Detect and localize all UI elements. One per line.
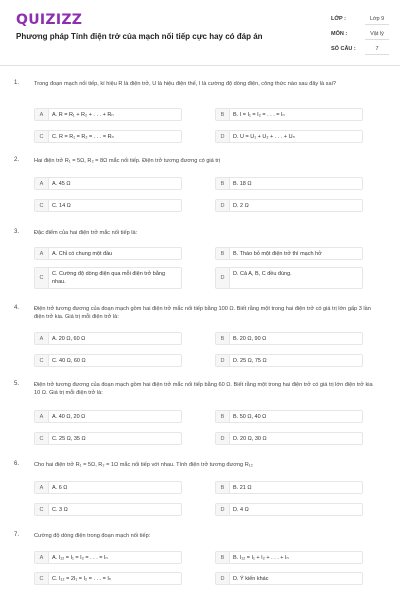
option-d[interactable] bbox=[215, 199, 363, 212]
option-c[interactable] bbox=[34, 267, 182, 289]
option-letter: B bbox=[216, 482, 230, 493]
option-text: D. 2 Ω bbox=[233, 203, 249, 209]
option-d[interactable] bbox=[215, 267, 363, 289]
option-letter: C bbox=[35, 355, 49, 366]
option-letter: A bbox=[35, 333, 49, 344]
meta-row-subject bbox=[331, 29, 391, 44]
option-letter: B bbox=[216, 333, 230, 344]
option-letter: C bbox=[35, 131, 49, 142]
question-number: 6. bbox=[14, 461, 20, 467]
option-letter: D bbox=[216, 433, 230, 444]
option-letter: A bbox=[35, 552, 49, 563]
option-letter: B bbox=[216, 411, 230, 422]
option-letter: C bbox=[35, 200, 49, 211]
option-letter: C bbox=[35, 268, 49, 288]
option-d[interactable] bbox=[215, 572, 363, 585]
option-letter: A bbox=[35, 482, 49, 493]
option-text: B. 21 Ω bbox=[233, 485, 252, 491]
option-a[interactable] bbox=[34, 551, 182, 564]
option-letter: C bbox=[35, 573, 49, 584]
option-text: D. U = U₁ + U₂ + . . . + Uₙ bbox=[233, 134, 295, 140]
option-text: A. I₁₂ = I₁ = I₂ = . . . = Iₙ bbox=[52, 555, 108, 561]
option-a[interactable] bbox=[34, 247, 182, 260]
option-letter: D bbox=[216, 200, 230, 211]
option-b[interactable] bbox=[215, 247, 363, 260]
meta-row-class bbox=[331, 14, 391, 29]
option-text: B. Tháo bỏ một điện trở thì mạch hở bbox=[233, 251, 322, 257]
option-text: B. I = I₁ = I₂ = . . . = Iₙ bbox=[233, 112, 285, 118]
option-b[interactable] bbox=[215, 332, 363, 345]
meta-label: SỐ CÂU : bbox=[331, 46, 356, 52]
option-text: D. Cả A, B, C đều đúng. bbox=[233, 271, 292, 277]
option-letter: D bbox=[216, 355, 230, 366]
question-number: 2. bbox=[14, 157, 20, 163]
option-c[interactable] bbox=[34, 199, 182, 212]
meta-value-subject: Vật lý bbox=[365, 29, 389, 40]
option-text: B. 50 Ω, 40 Ω bbox=[233, 414, 267, 420]
option-letter: C bbox=[35, 504, 49, 515]
option-text: A. 6 Ω bbox=[52, 485, 68, 491]
option-text: A. Chỉ có chung một đầu bbox=[52, 251, 113, 257]
meta-value-count: 7 bbox=[365, 44, 389, 55]
question-number: 1. bbox=[14, 80, 20, 86]
option-text: C. Cường độ dòng điện qua mỗi điện trở bằng nhau. bbox=[52, 271, 166, 285]
option-a[interactable] bbox=[34, 481, 182, 494]
question-text: Cho hai điện trở R₁ = 5Ω, R₂ = 1Ω mắc nối tiếp với nhau. Tính điện trở tương đương R₁₂ bbox=[34, 462, 253, 468]
option-b[interactable] bbox=[215, 481, 363, 494]
option-letter: B bbox=[216, 109, 230, 120]
option-text: B. 18 Ω bbox=[233, 181, 252, 187]
option-c[interactable] bbox=[34, 572, 182, 585]
option-letter: A bbox=[35, 178, 49, 189]
option-text: C. 14 Ω bbox=[52, 203, 71, 209]
option-b[interactable] bbox=[215, 177, 363, 190]
option-text: C. 25 Ω, 35 Ω bbox=[52, 436, 86, 442]
option-b[interactable] bbox=[215, 410, 363, 423]
option-d[interactable] bbox=[215, 354, 363, 367]
option-c[interactable] bbox=[34, 130, 182, 143]
option-a[interactable] bbox=[34, 410, 182, 423]
option-a[interactable] bbox=[34, 177, 182, 190]
meta-value-class: Lớp 9 bbox=[365, 14, 389, 25]
option-text: A. R = R₁ + R₂ + . . . + Rₙ bbox=[52, 112, 114, 118]
question-text: Cường độ dòng điện trong đoạn mạch nối tiếp: bbox=[34, 533, 151, 539]
quizizz-logo: QUIZIZZ bbox=[16, 12, 83, 28]
question-text: Đặc điểm của hai điện trở mắc nối tiếp là: bbox=[34, 230, 138, 236]
option-d[interactable] bbox=[215, 432, 363, 445]
meta-row-count bbox=[331, 44, 391, 59]
option-d[interactable] bbox=[215, 130, 363, 143]
option-c[interactable] bbox=[34, 432, 182, 445]
question-number: 5. bbox=[14, 381, 20, 387]
question-text: Hai điện trở R₁ = 5Ω, R₂ = 8Ω mắc nối tiếp. Điện trở tương đương có giá trị bbox=[34, 158, 221, 164]
question-number: 4. bbox=[14, 305, 20, 311]
option-letter: B bbox=[216, 248, 230, 259]
option-text: C. R = R₁ = R₂ = . . . = Rₙ bbox=[52, 134, 114, 140]
option-letter: B bbox=[216, 552, 230, 563]
option-letter: D bbox=[216, 504, 230, 515]
option-d[interactable] bbox=[215, 503, 363, 516]
option-b[interactable] bbox=[215, 108, 363, 121]
worksheet-header bbox=[0, 0, 400, 62]
option-letter: D bbox=[216, 268, 230, 288]
option-letter: D bbox=[216, 573, 230, 584]
option-letter: A bbox=[35, 248, 49, 259]
meta-fields bbox=[331, 14, 391, 59]
question-number: 3. bbox=[14, 229, 20, 235]
option-text: D. 20 Ω, 30 Ω bbox=[233, 436, 267, 442]
option-c[interactable] bbox=[34, 503, 182, 516]
option-text: D. Ý kiến khác bbox=[233, 576, 269, 582]
option-text: C. 40 Ω, 60 Ω bbox=[52, 358, 86, 364]
header-divider bbox=[0, 65, 400, 66]
question-text: Trong đoạn mạch nối tiếp, kí hiệu R là điện trở, U là hiệu điện thế, I là cường độ dòng điện, công thức nào sau đây là sai? bbox=[34, 81, 336, 87]
option-text: D. 25 Ω, 75 Ω bbox=[233, 358, 267, 364]
option-letter: B bbox=[216, 178, 230, 189]
page-title: Phương pháp Tính điện trở của mạch nối tiếp cực hay có đáp án bbox=[16, 32, 263, 41]
option-text: C. 3 Ω bbox=[52, 507, 68, 513]
option-c[interactable] bbox=[34, 354, 182, 367]
option-letter: A bbox=[35, 411, 49, 422]
meta-label: MÔN : bbox=[331, 31, 348, 37]
option-text: B. I₁₂ = I₁ + I₂ + . . . + Iₙ bbox=[233, 555, 289, 561]
option-letter: C bbox=[35, 433, 49, 444]
question-number: 7. bbox=[14, 532, 20, 538]
meta-label: LỚP : bbox=[331, 16, 346, 22]
question-text: Điện trở tương đương của đoạn mạch gồm hai điện trở mắc nối tiếp bằng 100 Ω. Biết rằng một trong hai điện trở có giá trị lớn gấp 3 lần điện trở kia. Giá trị mỗi điện trở là: bbox=[34, 306, 371, 320]
option-text: C. I₁₂ = 2I₁ = I₂ = . . . = Iₙ bbox=[52, 576, 112, 582]
option-letter: A bbox=[35, 109, 49, 120]
option-letter: D bbox=[216, 131, 230, 142]
option-text: D. 4 Ω bbox=[233, 507, 249, 513]
option-b[interactable] bbox=[215, 551, 363, 564]
option-a[interactable] bbox=[34, 108, 182, 121]
question-text: Điện trở tương đương của đoạn mạch gồm hai điện trở mắc nối tiếp bằng 60 Ω. Biết rằng một trong hai điện trở có giá trị lớn điện trở kia 10 Ω. Giá trị mỗi điện trở là: bbox=[34, 382, 373, 396]
option-a[interactable] bbox=[34, 332, 182, 345]
option-text: A. 20 Ω, 60 Ω bbox=[52, 336, 86, 342]
option-text: A. 40 Ω, 20 Ω bbox=[52, 414, 86, 420]
option-text: B. 20 Ω, 90 Ω bbox=[233, 336, 267, 342]
option-text: A. 45 Ω bbox=[52, 181, 71, 187]
